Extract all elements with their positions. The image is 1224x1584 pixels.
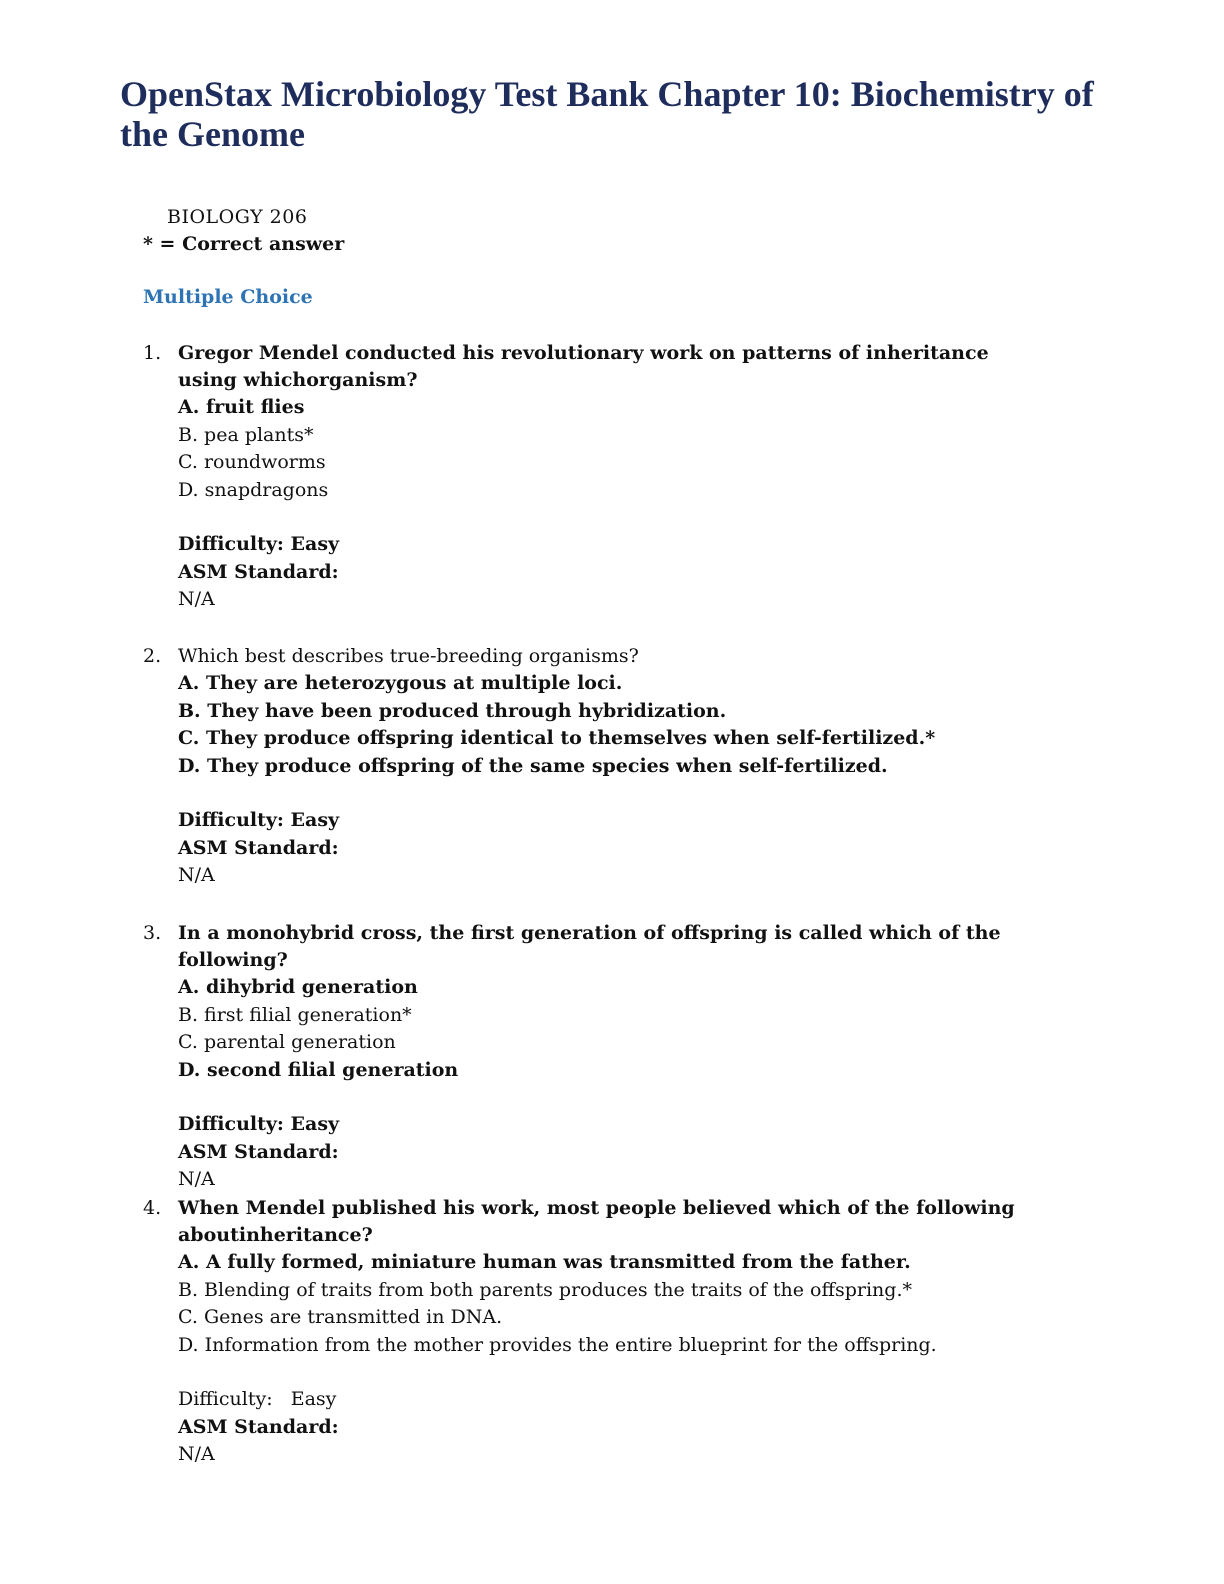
option-d: D. Information from the mother provides the entire blueprint for the offspring. [178, 1333, 937, 1356]
question-body [178, 920, 1038, 1194]
option-d: D. snapdragons [178, 478, 329, 501]
asm-standard-label: ASM Standard: [178, 1140, 339, 1163]
difficulty: Difficulty: Easy [178, 1113, 340, 1135]
document-title: OpenStax Microbiology Test Bank Chapter 10: Biochemistry of the Genome [120, 74, 1094, 154]
question-number: 2. [143, 645, 162, 667]
difficulty: Difficulty: Easy [178, 1388, 337, 1410]
option-a: A. They are heterozygous at multiple loci. [178, 672, 623, 694]
option-d: D. second filial generation [178, 1058, 459, 1081]
question-text: Which best describes true-breeding organisms? [178, 645, 639, 667]
question-body [178, 340, 1038, 614]
option-b: B. They have been produced through hybridization. [178, 699, 727, 722]
option-b: B. pea plants* [178, 423, 314, 446]
asm-standard-value: N/A [178, 1168, 215, 1190]
asm-standard-label: ASM Standard: [178, 836, 339, 859]
asm-standard-label: ASM Standard: [178, 1415, 339, 1438]
option-c: C. They produce offspring identical to themselves when self-fertilized.* [178, 727, 936, 749]
option-a: A. A fully formed, miniature human was transmitted from the father. [178, 1251, 911, 1273]
option-b: B. Blending of traits from both parents produces the traits of the offspring.* [178, 1278, 912, 1301]
section-heading: Multiple Choice [143, 286, 313, 308]
question-text: In a monohybrid cross, the first generation of offspring is called which of the following? [178, 922, 1001, 971]
option-d: D. They produce offspring of the same species when self-fertilized. [178, 754, 888, 777]
answer-key-legend: * = Correct answer [143, 233, 345, 255]
option-b: B. first filial generation* [178, 1003, 412, 1026]
option-a: A. dihybrid generation [178, 976, 418, 998]
option-c: C. roundworms [178, 451, 326, 473]
question-text: When Mendel published his work, most people believed which of the following aboutinheritance? [178, 1197, 1015, 1246]
question-number: 3. [143, 922, 162, 944]
option-c: C. parental generation [178, 1031, 396, 1053]
difficulty: Difficulty: Easy [178, 533, 340, 555]
course-code: BIOLOGY 206 [167, 206, 308, 228]
option-a: A. fruit flies [178, 396, 305, 418]
question-number: 4. [143, 1197, 162, 1219]
asm-standard-value: N/A [178, 588, 215, 610]
question-metadata [178, 807, 1038, 890]
question-body [178, 643, 1038, 890]
question-metadata [178, 531, 1038, 614]
question-body [178, 1195, 1038, 1469]
question-number: 1. [143, 342, 162, 364]
asm-standard-value: N/A [178, 1443, 215, 1465]
option-c: C. Genes are transmitted in DNA. [178, 1306, 503, 1328]
question-metadata [178, 1111, 1038, 1194]
asm-standard-value: N/A [178, 864, 215, 886]
question-text: Gregor Mendel conducted his revolutionary work on patterns of inheritance using whichorganism? [178, 342, 989, 391]
question-metadata [178, 1386, 1038, 1469]
asm-standard-label: ASM Standard: [178, 560, 339, 583]
difficulty: Difficulty: Easy [178, 809, 340, 831]
